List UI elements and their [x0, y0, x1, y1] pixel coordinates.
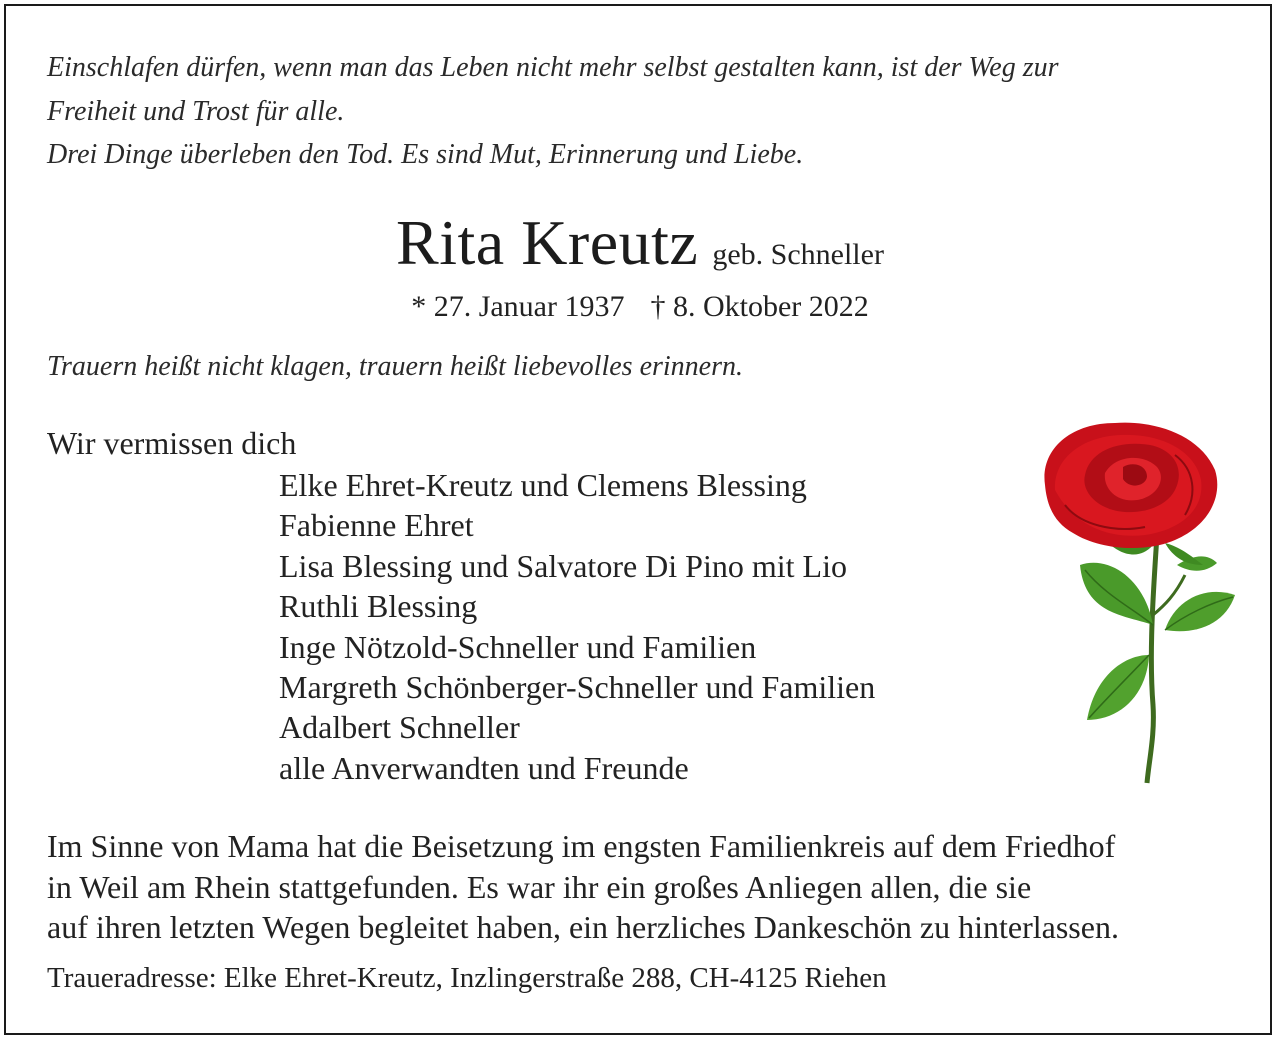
closing-paragraph — [47, 826, 1119, 948]
deceased-name: Rita Kreutz — [396, 207, 699, 278]
motto: Trauern heißt nicht klagen, trauern heißt liebevolles erinnern. — [47, 351, 743, 382]
quote-line-1: Einschlafen dürfen, wenn man das Leben nicht mehr selbst gestalten kann, ist der Weg zur — [47, 52, 1059, 83]
maiden-name: geb. Schneller — [712, 238, 884, 271]
intro-text: Wir vermissen dich — [47, 425, 297, 461]
quote-line-2: Freiheit und Trost für alle. — [47, 96, 345, 127]
red-rose-icon — [1025, 415, 1240, 787]
mourner-item: Elke Ehret-Kreutz und Clemens Blessing — [279, 467, 807, 503]
mourner-item: alle Anverwandten und Freunde — [279, 749, 689, 786]
mourner-item: Ruthli Blessing — [279, 588, 478, 625]
mourner-item: Fabienne Ehret — [279, 507, 474, 544]
life-dates — [0, 290, 1280, 324]
closing-line: auf ihren letzten Wegen begleitet haben, ein herzliches Dankeschön zu hinterlassen. — [47, 909, 1119, 945]
mourner-item: Lisa Blessing und Salvatore Di Pino mit Lio — [279, 547, 847, 584]
mourners-list — [279, 465, 875, 788]
closing-line: Im Sinne von Mama hat die Beisetzung im engsten Familienkreis auf dem Friedhof — [47, 828, 1116, 864]
mourning-address: Traueradresse: Elke Ehret-Kreutz, Inzlingerstraße 288, CH-4125 Riehen — [47, 962, 887, 994]
deceased-heading — [0, 206, 1280, 280]
birth-date: * 27. Januar 1937 — [411, 290, 625, 323]
quote-line-3: Drei Dinge überleben den Tod. Es sind Mut, Erinnerung und Liebe. — [47, 139, 804, 170]
mourner-item: Inge Nötzold-Schneller und Familien — [279, 628, 757, 665]
mourner-item: Adalbert Schneller — [279, 709, 520, 746]
closing-line: in Weil am Rhein stattgefunden. Es war ihr ein großes Anliegen allen, die sie — [47, 868, 1032, 905]
death-date: † 8. Oktober 2022 — [650, 290, 869, 323]
mourner-item: Margreth Schönberger-Schneller und Familien — [279, 668, 876, 705]
